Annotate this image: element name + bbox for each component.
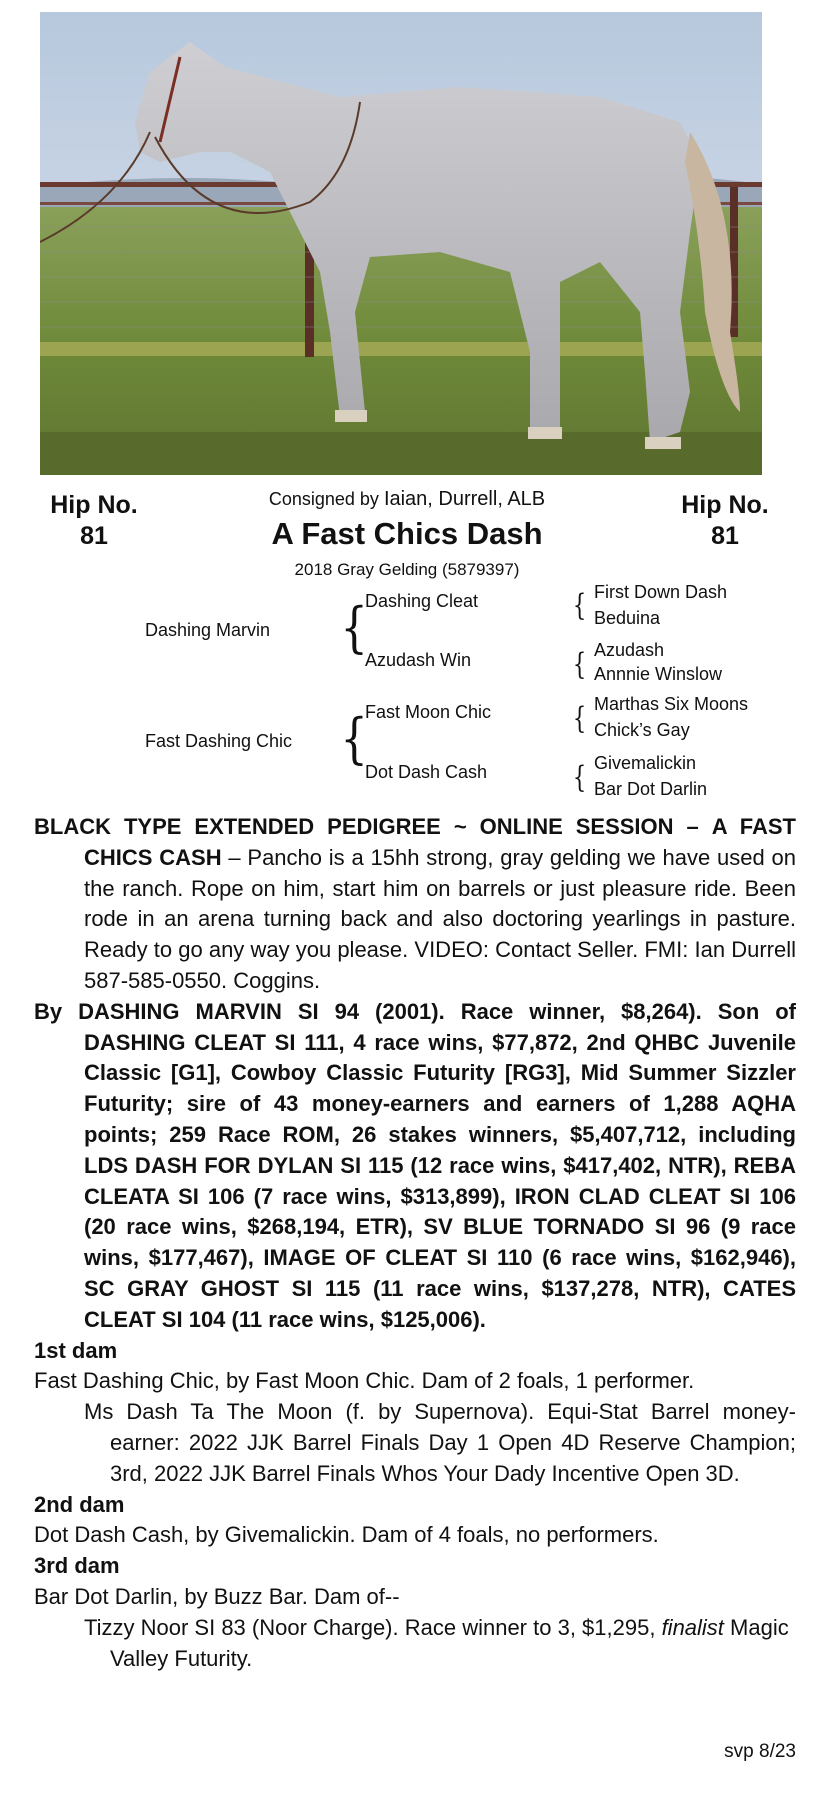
horse-photo-image: [40, 12, 762, 475]
third-dam-produce: [34, 1613, 796, 1675]
pedigree-dam-sire: Fast Moon Chic: [365, 702, 492, 722]
pedigree-sire-dam-sire: Azudash: [594, 640, 665, 660]
pedigree-sire-sire: Dashing Cleat: [365, 591, 479, 611]
horse-name-caps: A FAST CHICS CASH: [84, 814, 796, 870]
pedigree-dam-sire-sire: Marthas Six Moons: [594, 694, 749, 714]
third-dam-produce-end: Magic Valley Futurity.: [110, 1614, 789, 1671]
third-dam-text: Bar Dot Darlin, by Buzz Bar. Dam of--: [34, 1583, 400, 1609]
pedigree-sire-dam: Azudash Win: [365, 650, 472, 670]
first-dam-heading: 1st dam: [34, 1337, 118, 1363]
pedigree-sire-dam-dam: Annnie Winslow: [594, 664, 723, 684]
brace-icon: {: [340, 707, 368, 770]
horse-remarks: – Pancho is a 15hh strong, gray gelding we have used on the ranch. Rope on him, start him on barrels or just pleasure ride. Been rode in an arena turning back and also doctoring yearlings in pasture. Ready to go any way you please. VIDEO: Contact Seller. FMI: Ian Durrell 587-585-0550. Coggins.: [84, 844, 796, 993]
pedigree-dam-dam-dam: Bar Dot Darlin: [594, 779, 708, 799]
first-dam-text: Fast Dashing Chic, by Fast Moon Chic. Dam of 2 foals, 1 performer.: [34, 1368, 695, 1394]
session-heading: BLACK TYPE EXTENDED PEDIGREE ~ ONLINE SESSION –: [34, 814, 699, 839]
hip-number-left: [14, 490, 174, 552]
pedigree-dam-dam-sire: Givemalickin: [594, 753, 697, 773]
consignor-name: Iaian, Durrell, ALB: [383, 488, 546, 510]
pedigree-dam: Fast Dashing Chic: [145, 731, 293, 751]
second-dam-heading: 2nd dam: [34, 1491, 125, 1517]
horse-photo: [40, 12, 762, 475]
second-dam-text: Dot Dash Cash, by Givemalickin. Dam of 4 foals, no performers.: [34, 1522, 659, 1548]
brace-icon: {: [340, 596, 368, 659]
catalog-text: [34, 812, 796, 1674]
consignor-line: [200, 488, 614, 511]
hip-label: Hip No.: [50, 491, 138, 519]
brace-icon: {: [572, 701, 587, 736]
session-paragraph: [34, 812, 796, 997]
horse-description: 2018 Gray Gelding (5879397): [294, 560, 520, 579]
pedigree-dam-dam: Dot Dash Cash: [365, 762, 488, 782]
pedigree-dam-sire-dam: Chick’s Gay: [594, 720, 690, 740]
first-dam-produce: Ms Dash Ta The Moon (f. by Supernova). Equi-Stat Barrel money-earner: 2022 JJK Barrel Finals Day 1 Open 4D Reserve Champion; 3rd, 2022 JJK Barrel Finals Whos Your Dady Incentive Open 3D.: [84, 1399, 796, 1486]
footer-code: svp 8/23: [724, 1741, 796, 1762]
third-dam-produce-text: Tizzy Noor SI 83 (Noor Charge). Race winner to 3, $1,295,: [84, 1614, 662, 1640]
finalist-note: finalist: [661, 1614, 724, 1640]
pedigree-sire-sire-dam: Beduina: [594, 608, 661, 628]
horse-name: A Fast Chics Dash: [271, 516, 543, 551]
hip-number-right: [645, 490, 805, 552]
sire-paragraph: By DASHING MARVIN SI 94 (2001). Race winner, $8,264). Son of DASHING CLEAT SI 111, 4 race wins, $77,872, 2nd QHBC Juvenile Classic [G1], Cowboy Classic Futurity [RG3], Mid Summer Sizzler Futurity; sire of 43 money-earners and earners of 1,288 AQHA points; 259 Race ROM, 26 stakes winners, $5,407,712, including LDS DASH FOR DYLAN SI 115 (12 race wins, $417,402, NTR), REBA CLEATA SI 106 (7 race wins, $313,899), IRON CLAD CLEAT SI 106 (20 race wins, $268,194, ETR), SV BLUE TORNADO SI 96 (9 race wins, $177,467), IMAGE OF CLEAT SI 110 (6 race wins, $162,946), SC GRAY GHOST SI 115 (11 race wins, $137,278, NTR), CATES CLEAT SI 104 (11 race wins, $125,006).: [34, 998, 796, 1332]
consigned-prefix: Consigned by: [268, 489, 379, 509]
brace-icon: {: [572, 760, 587, 795]
hip-value: 81: [711, 522, 739, 550]
third-dam-heading: 3rd dam: [34, 1553, 120, 1579]
hip-label: Hip No.: [681, 491, 769, 519]
hip-value: 81: [80, 522, 108, 550]
brace-icon: {: [572, 647, 587, 682]
pedigree-sire: Dashing Marvin: [145, 620, 271, 640]
pedigree-sire-sire-sire: First Down Dash: [594, 582, 728, 602]
brace-icon: {: [572, 588, 587, 623]
